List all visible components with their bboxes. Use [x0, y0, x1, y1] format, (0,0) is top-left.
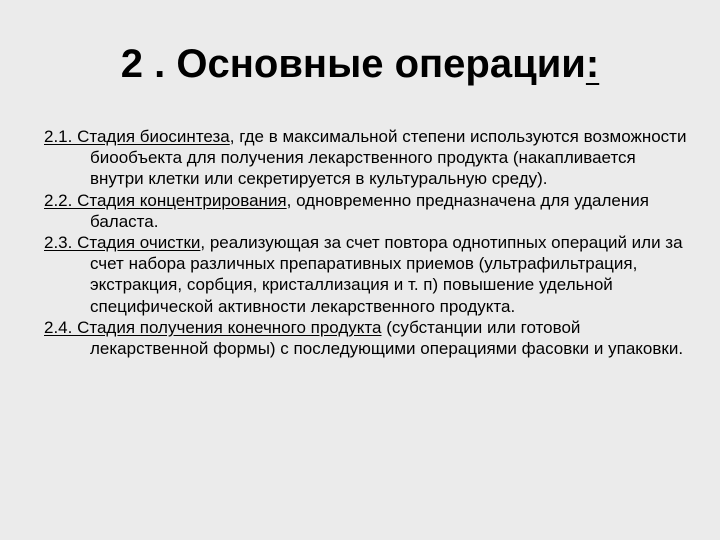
stage-item-biosynthesis — [44, 126, 694, 190]
stage-item-purification — [44, 232, 694, 317]
stage-link-concentration[interactable]: 2.2. Стадия концентрирования — [44, 190, 287, 210]
stage-text-purification: , реализующая за счет повтора однотипных операций или за счет набора различных препаративных приемов (ультрафильтрация, экстракция, сорбция, кристаллизация и т. п) повышение удельной специфической активности лекарственного продукта. — [90, 233, 683, 316]
stage-item-final-product — [44, 317, 694, 359]
stage-link-purification[interactable]: 2.3. Стадия очистки — [44, 233, 201, 253]
stages-list — [44, 126, 694, 359]
stage-text-final-product: (субстанции или готовой лекарственной формы) с последующими операциями фасовки и упаковки. — [90, 317, 684, 359]
stage-item-concentration — [44, 190, 694, 232]
stage-link-final-product[interactable]: 2.4. Стадия получения конечного продукта — [44, 317, 382, 337]
slide-title — [0, 42, 720, 86]
slide-title-text: 2 . Основные операции — [120, 42, 586, 86]
stage-text-biosynthesis: , где в максимальной степени используются возможности биообъекта для получения лекарственного продукта (накапливается внутри клетки или секретируется в культуральную среду). — [90, 127, 687, 189]
stage-link-biosynthesis[interactable]: 2.1. Стадия биосинтеза — [44, 127, 230, 146]
stage-text-concentration: , одновременно предназначена для удаления баласта. — [90, 190, 649, 231]
slide-title-colon: : — [585, 42, 600, 86]
